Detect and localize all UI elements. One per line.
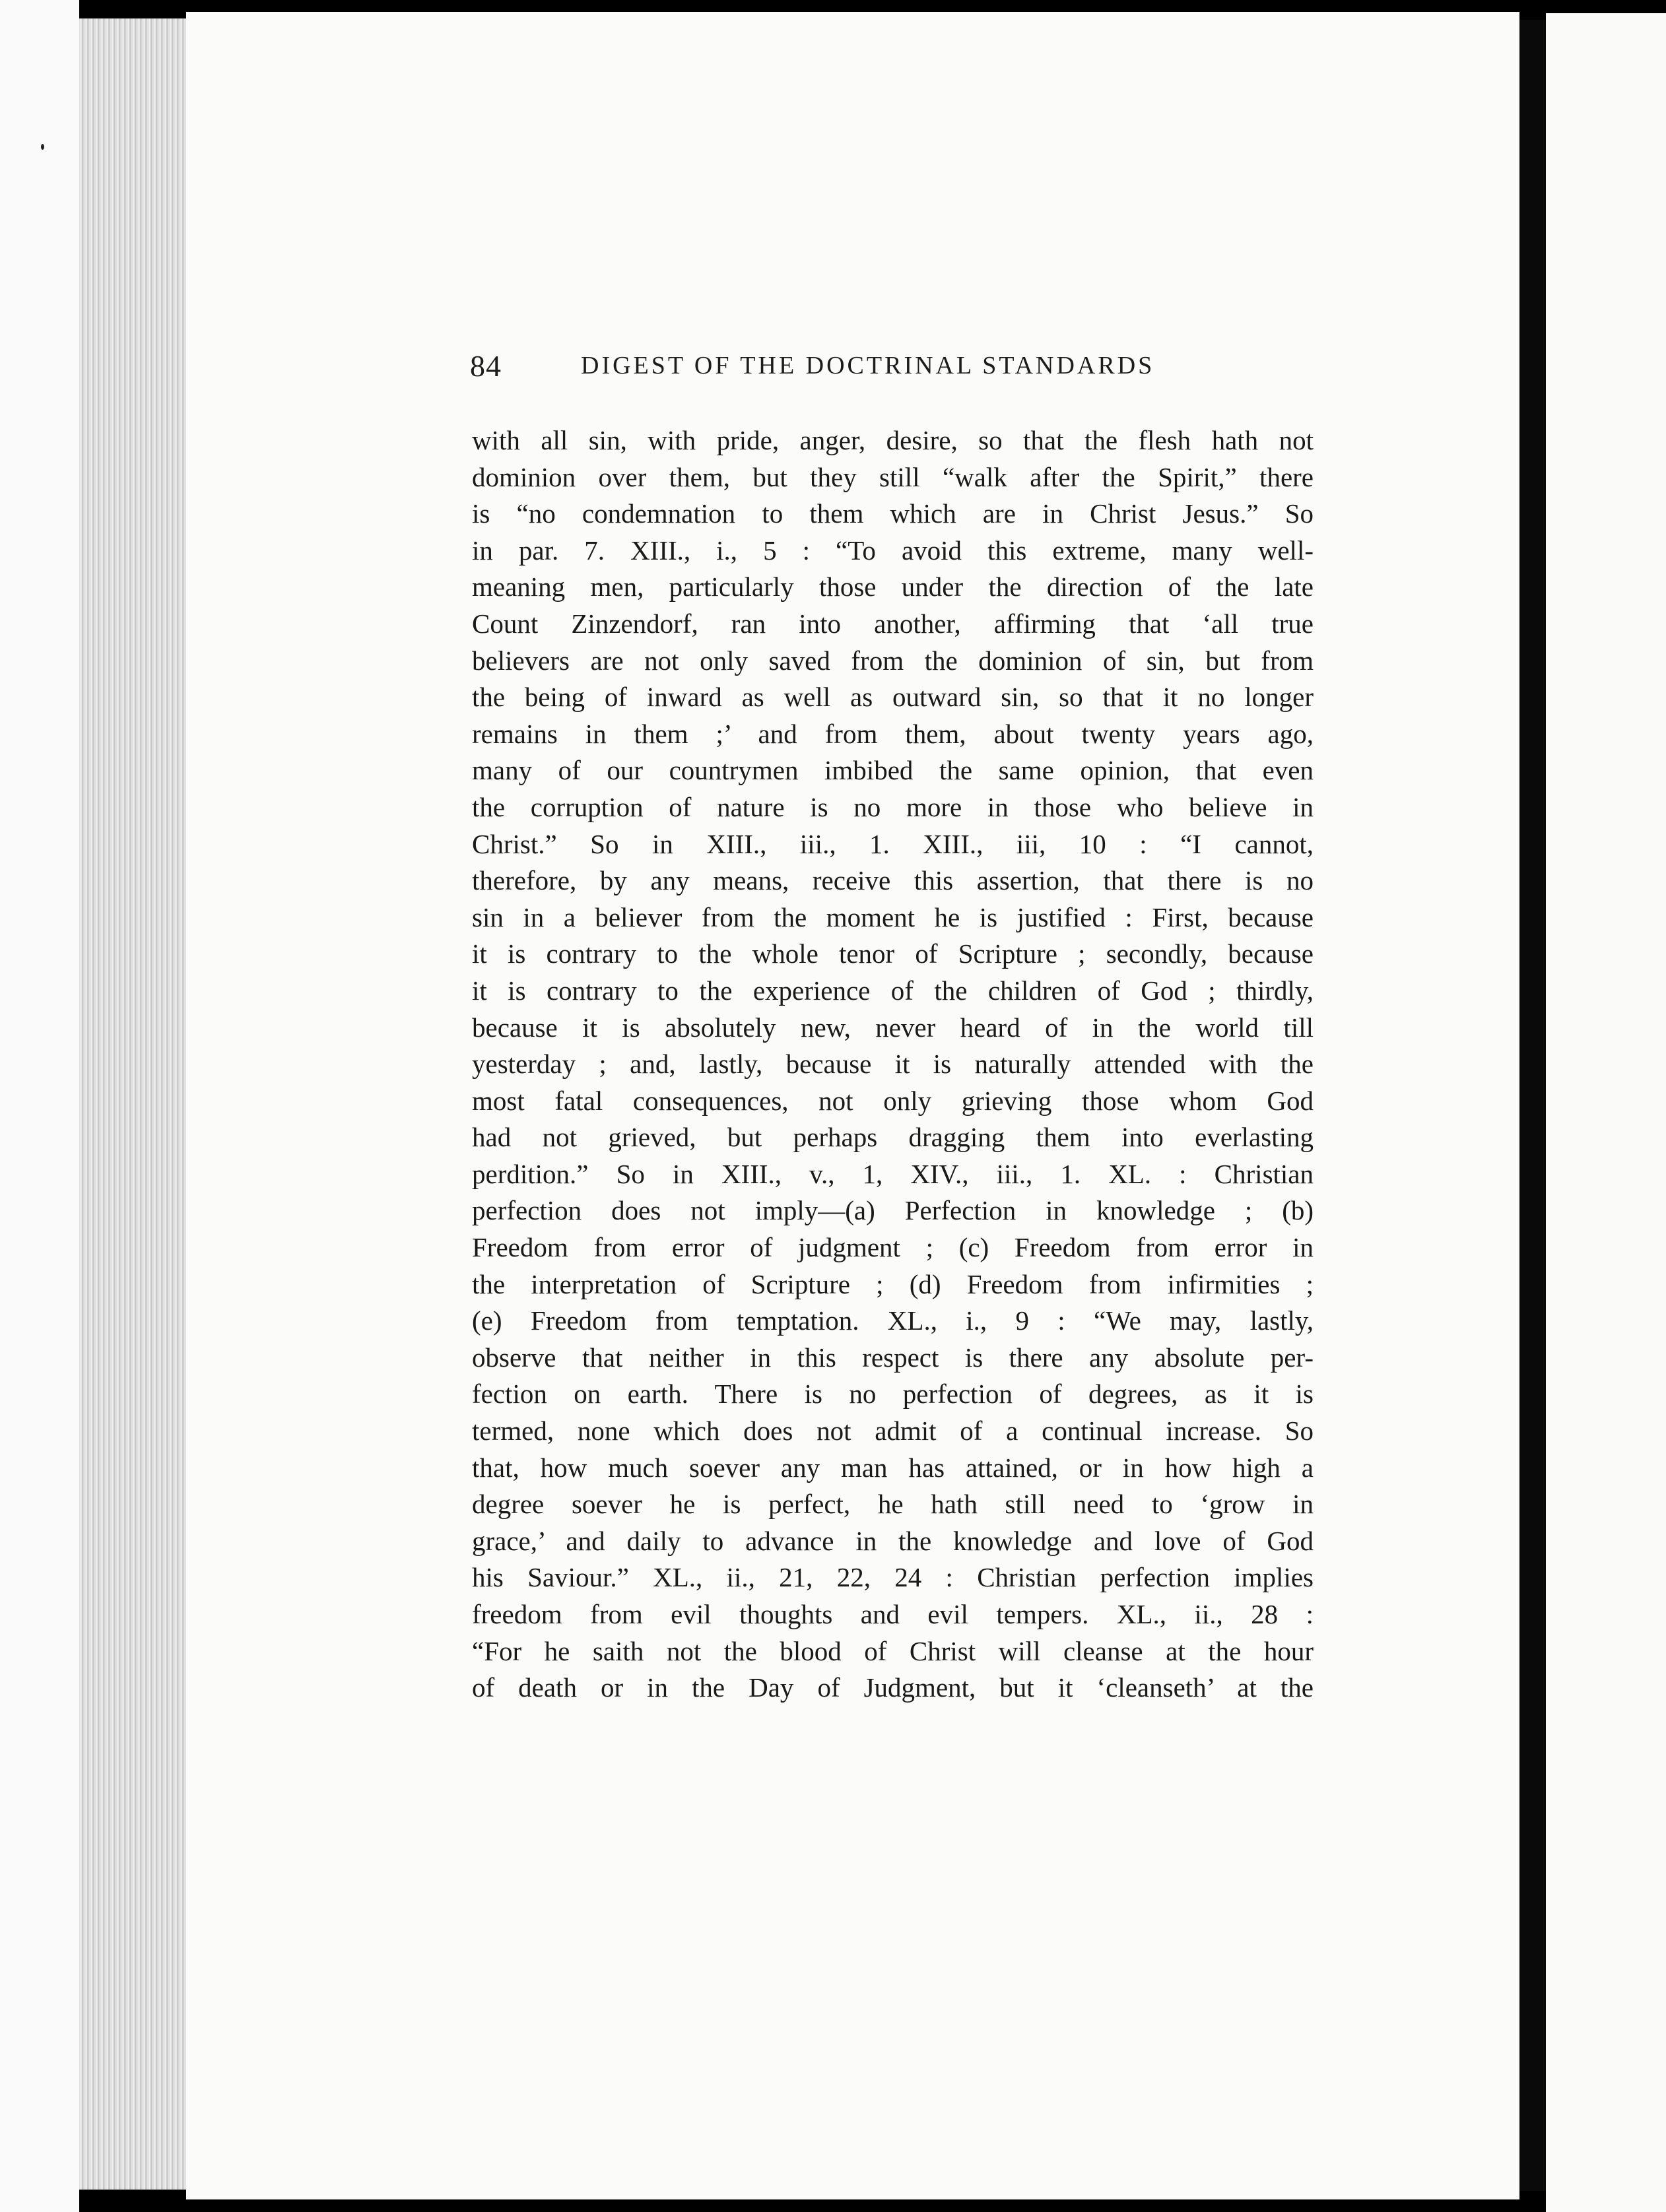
text-line: (e) Freedom from temptation. XL., i., 9 : “We may, lastly, [472,1305,1314,1336]
text-line: perdition.” So in XIII., v., 1, XIV., iii., 1. XL. : Christian [472,1158,1314,1189]
text-line: is “no condemnation to them which are in Christ Jesus.” So [472,498,1314,529]
text-line: observe that neither in this respect is there any absolute per- [472,1342,1314,1373]
scan-speck [41,144,44,150]
text-line: the being of inward as well as outward sin, so that it no longer [472,682,1314,713]
text-line: because it is absolutely new, never heard of in the world till [472,1012,1314,1043]
text-line: freedom from evil thoughts and evil tempers. XL., ii., 28 : [472,1599,1314,1629]
text-line: many of our countrymen imbibed the same opinion, that even [472,755,1314,786]
text-line: his Saviour.” XL., ii., 21, 22, 24 : Christian perfection implies [472,1562,1314,1593]
text-line: of death or in the Day of Judgment, but it ‘cleanseth’ at the [472,1672,1314,1703]
text-line: perfection does not imply—(a) Perfection in knowledge ; (b) [472,1195,1314,1226]
text-line: in par. 7. XIII., i., 5 : “To avoid this extreme, many well- [472,535,1314,566]
text-line: termed, none which does not admit of a continual increase. So [472,1415,1314,1447]
text-line: Count Zinzendorf, ran into another, affirming that ‘all true [472,608,1314,639]
text-line: yesterday ; and, lastly, because it is naturally attended with the [472,1049,1314,1080]
text-line: degree soever he is perfect, he hath still need to ‘grow in [472,1489,1314,1520]
text-line: “For he saith not the blood of Christ will cleanse at the hour [472,1635,1314,1666]
body-text [472,422,1314,1707]
text-line: believers are not only saved from the dominion of sin, but from [472,645,1314,676]
page-number: 84 [470,349,502,383]
facing-page [1546,13,1666,2212]
text-line: remains in them ;’ and from them, about twenty years ago, [472,718,1314,749]
text-line: most fatal consequences, not only grieving those whom God [472,1085,1314,1116]
text-line: therefore, by any means, receive this assertion, that there is no [472,865,1314,896]
text-line: the interpretation of Scripture ; (d) Freedom from infirmities ; [472,1268,1314,1299]
text-line: had not grieved, but perhaps dragging them into everlasting [472,1122,1314,1153]
gutter-shadow [1519,20,1546,2191]
book-page-edges [79,18,191,2190]
text-line: sin in a believer from the moment he is justified : First, because [472,901,1314,932]
text-line: meaning men, particularly those under the direction of the late [472,571,1314,602]
text-line: fection on earth. There is no perfection of degrees, as it is [472,1379,1314,1410]
text-line: the corruption of nature is no more in those who believe in [472,791,1314,822]
running-title: DIGEST OF THE DOCTRINAL STANDARDS [581,352,1155,379]
text-line: with all sin, with pride, anger, desire, so that the flesh hath not [472,425,1314,455]
text-line: dominion over them, but they still “walk after the Spirit,” there [472,461,1314,492]
text-line: it is contrary to the experience of the children of God ; thirdly, [472,975,1314,1006]
text-line: it is contrary to the whole tenor of Scripture ; secondly, because [472,938,1314,969]
text-line: Christ.” So in XIII., iii., 1. XIII., iii, 10 : “I cannot, [472,828,1314,859]
text-line: that, how much soever any man has attained, or in how high a [472,1452,1314,1483]
left-scan-margin [0,0,79,2212]
page-header [470,348,1186,388]
text-line: Freedom from error of judgment ; (c) Freedom from error in [472,1232,1314,1263]
text-line: grace,’ and daily to advance in the knowledge and love of God [472,1525,1314,1556]
